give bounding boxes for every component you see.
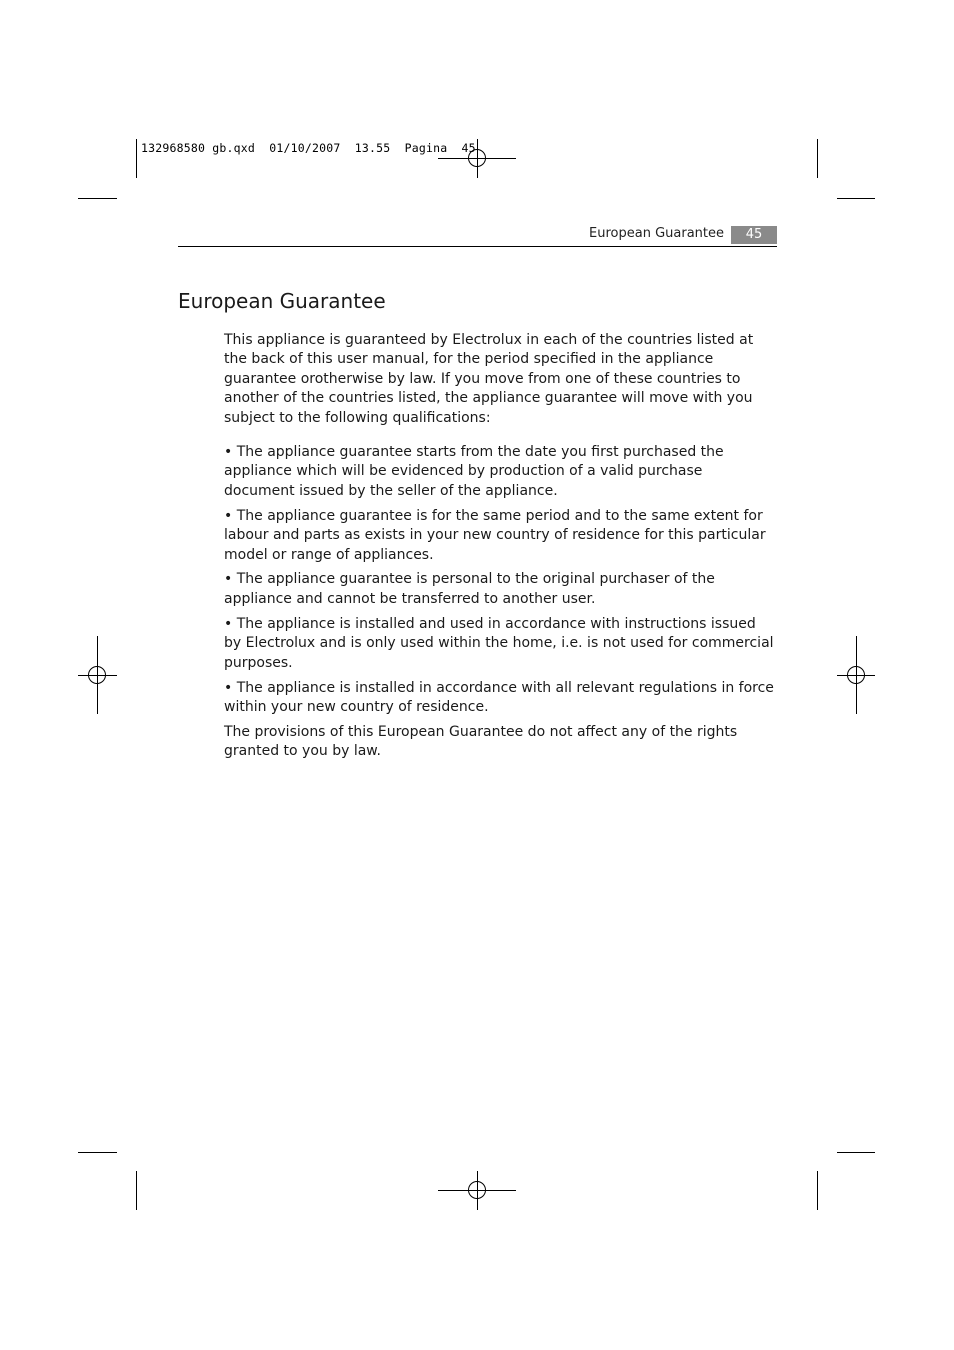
- guarantee-body: [224, 331, 774, 762]
- closing-paragraph: The provisions of this European Guarantee do not affect any of the rights granted to you by law.: [224, 723, 738, 760]
- bullet-item: • The appliance guarantee starts from the date you first purchased the appliance which will be evidenced by production of a valid purchase document issued by the seller of the appliance.: [224, 444, 724, 499]
- crop-mark-top-right-vertical: [817, 139, 818, 178]
- crop-mark-bottom-left-vertical: [136, 1171, 137, 1210]
- crop-mark-bottom-left-horizontal: [78, 1152, 117, 1153]
- page-title: European Guarantee: [178, 289, 386, 313]
- registration-mark-right-circle: [847, 666, 865, 684]
- crop-mark-bottom-right-horizontal: [837, 1152, 875, 1153]
- crop-mark-top-left-horizontal: [78, 198, 117, 199]
- bullet-item: • The appliance is installed and used in accordance with instructions issued by Electrolux and is only used within the home, i.e. is not used for commercial purposes.: [224, 615, 774, 671]
- bullet-item: • The appliance guarantee is for the same period and to the same extent for labour and parts as exists in your new country of residence for this particular model or range of appliances.: [224, 507, 766, 563]
- print-slug: 132968580 gb.qxd 01/10/2007 13.55 Pagina 45: [141, 141, 476, 155]
- bullet-item: • The appliance is installed in accordance with all relevant regulations in force within your new country of residence.: [224, 679, 774, 715]
- crop-mark-top-left-vertical: [136, 139, 137, 178]
- registration-mark-bottom-circle: [468, 1181, 486, 1199]
- header-rule: [178, 246, 777, 247]
- intro-paragraph: This appliance is guaranteed by Electrolux in each of the countries listed at the back of this user manual, for the period specified in the appliance guarantee orotherwise by law. If you move from one of these countries to another of the countries listed, the appliance guarantee will move with you subject to the following qualifications:: [224, 332, 754, 426]
- page-number-badge: 45: [731, 226, 777, 244]
- running-header-title: European Guarantee: [589, 226, 724, 241]
- registration-mark-left-circle: [88, 666, 106, 684]
- crop-mark-top-right-horizontal: [837, 198, 875, 199]
- crop-mark-bottom-right-vertical: [817, 1171, 818, 1210]
- bullet-item: • The appliance guarantee is personal to the original purchaser of the appliance and cannot be transferred to another user.: [224, 571, 715, 607]
